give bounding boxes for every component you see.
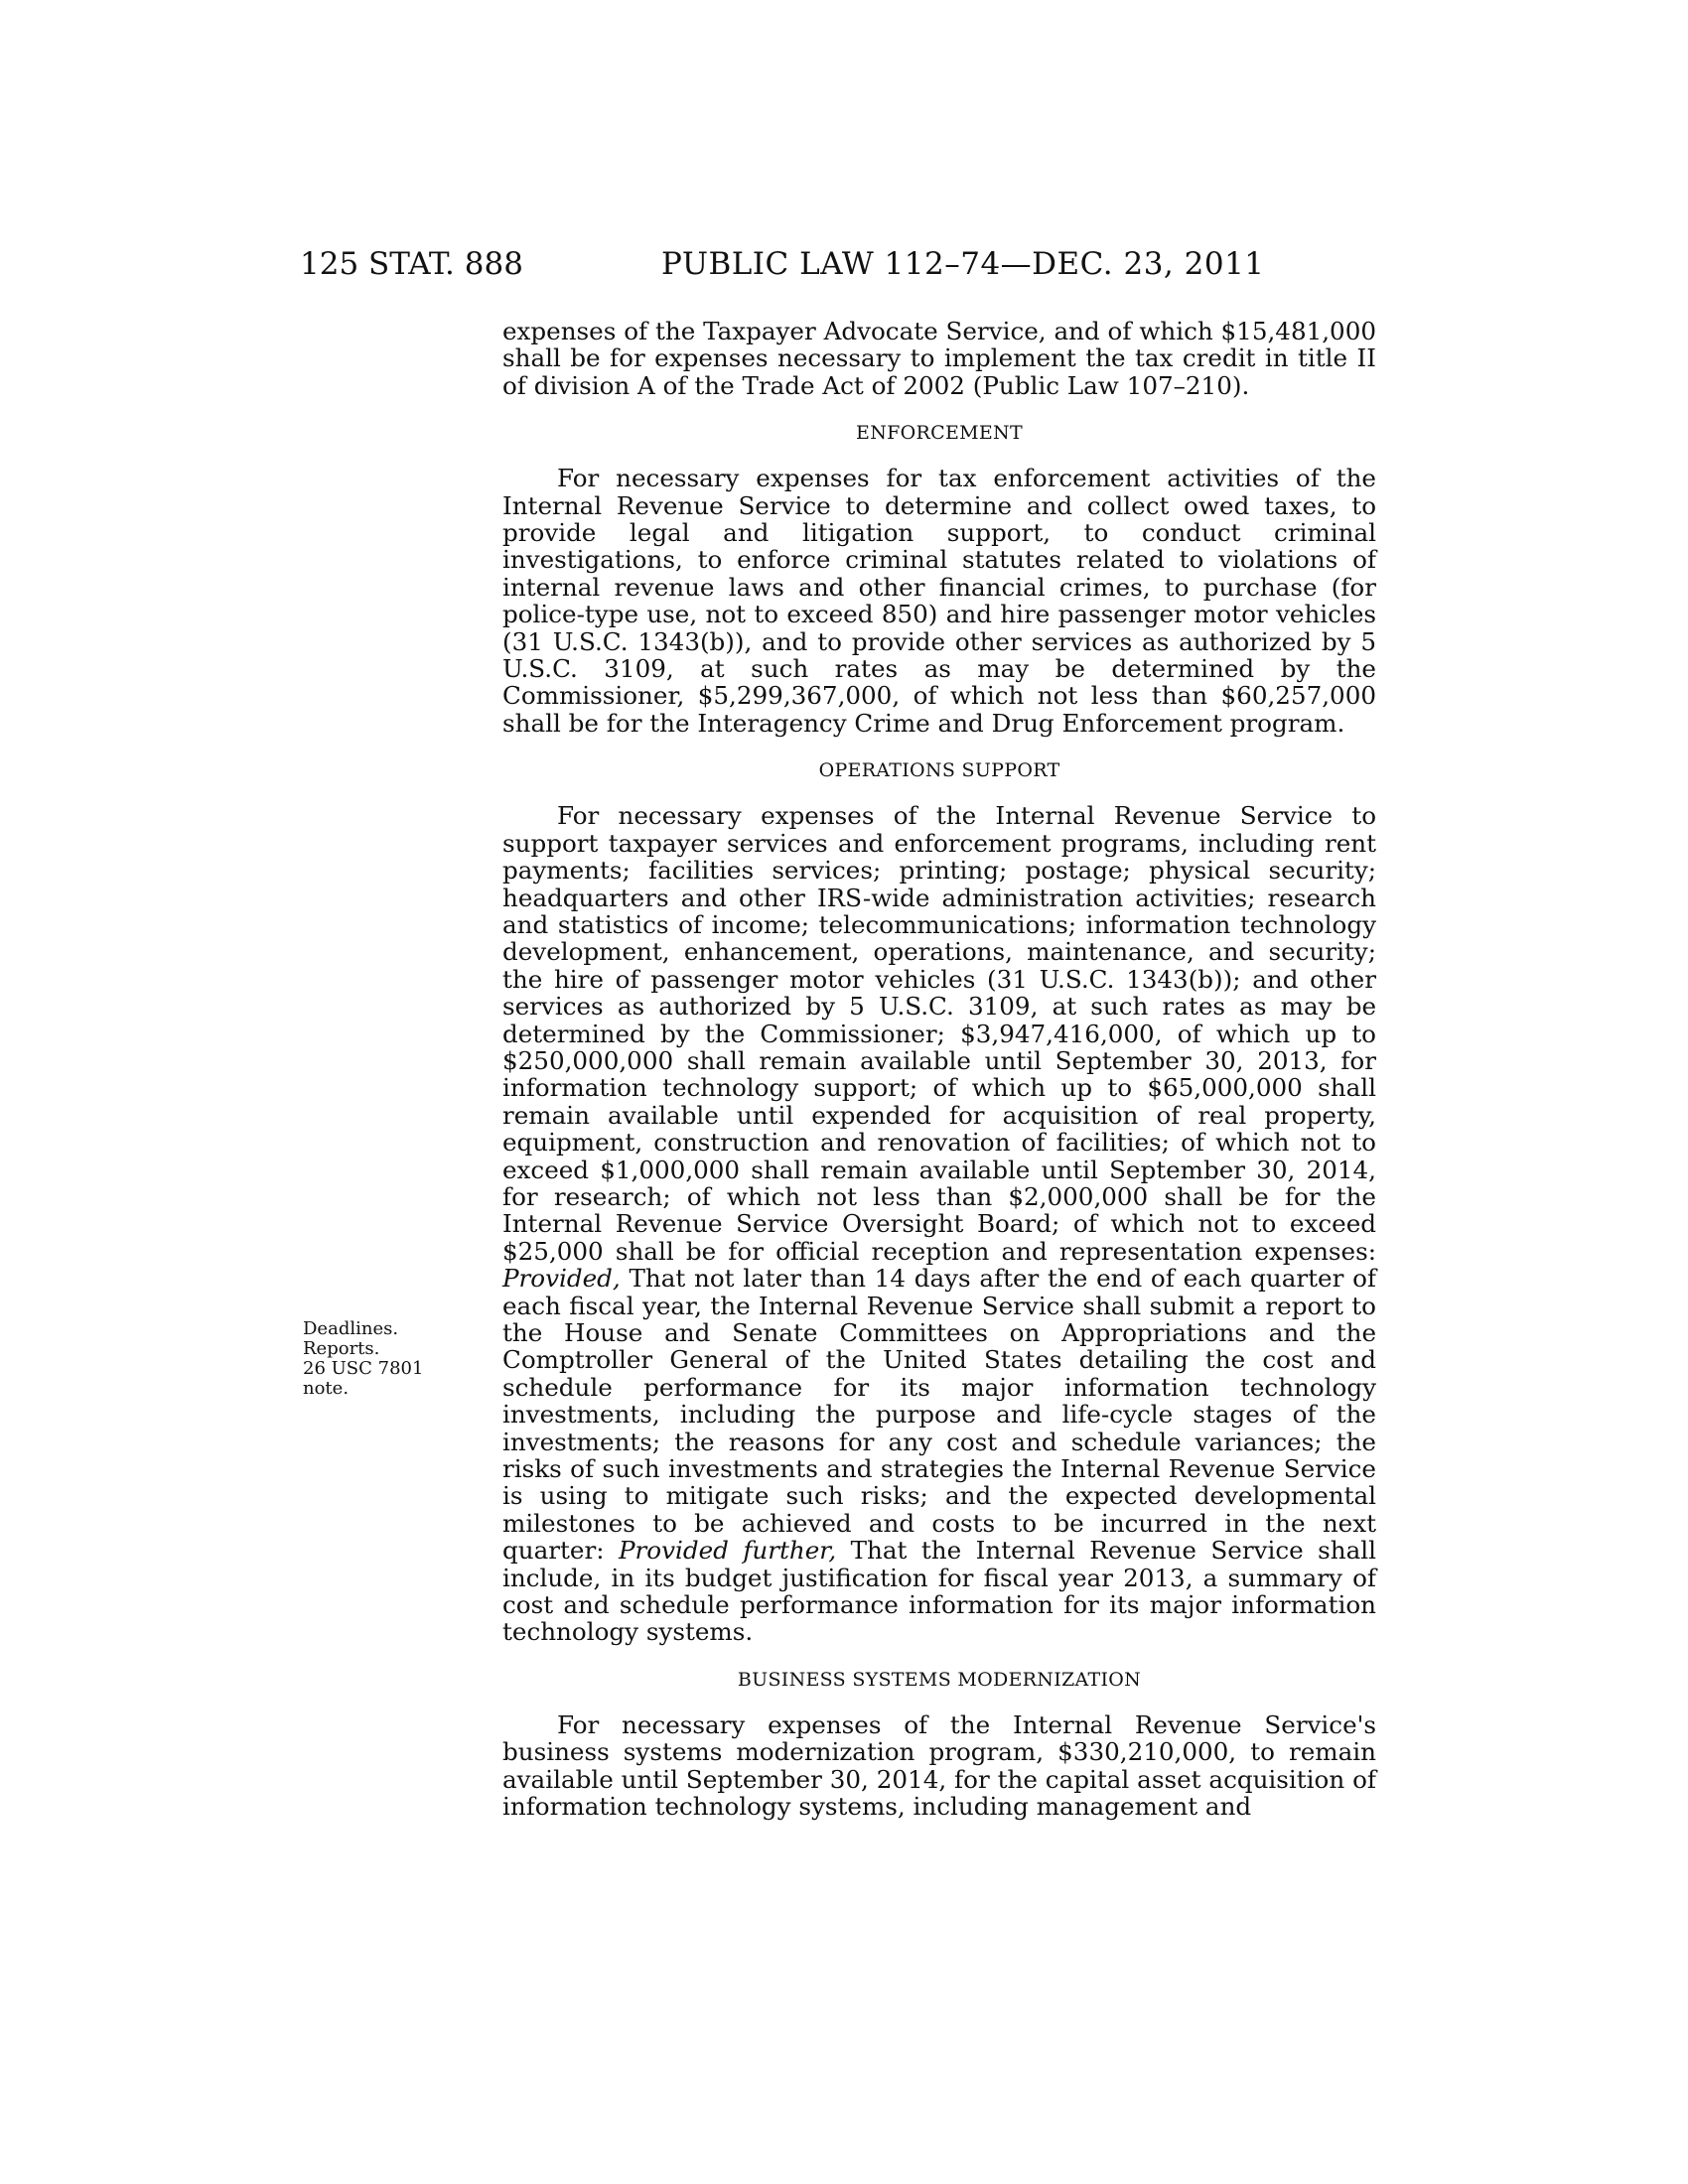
provided-further-italic: Provided further, xyxy=(618,1536,837,1566)
provided-italic: Provided, xyxy=(502,1264,621,1294)
margin-note-line: note. xyxy=(303,1378,350,1399)
margin-note xyxy=(303,1319,452,1399)
operations-text-part1: For necessary expenses of the Internal Revenue Service to support taxpayer services and enforcement programs, including rent payments; facilities services; printing; postage; physical security; headquarters and other IRS-wide administration activities; research and statistics of income; telecommunications; information technology development, enhancement, operations, maintenance, and security; the hire of passenger motor vehicles (31 U.S.C. 1343(b)); and other services as authorized by 5 U.S.C. 3109, at such rates as may be determined by the Commissioner; $3,947,416,000, of which up to $250,000,000 shall remain available until September 30, 2013, for information technology support; of which up to $65,000,000 shall remain available until expended for acquisition of real property, equipment, construction and renovation of facilities; of which not to exceed $1,000,000 shall remain available until September 30, 2014, for research; of which not less than $2,000,000 shall be for the Internal Revenue Service Oversight Board; of which not to exceed $25,000 shall be for official reception and representation expenses: xyxy=(502,801,1376,1266)
margin-note-line: Reports. xyxy=(303,1338,380,1359)
business-systems-paragraph: For necessary expenses of the Internal Revenue Service's business systems modernization program, $330,210,000, to remain available until September 30, 2014, for the capital asset acquisition of information technology systems, including management and xyxy=(502,1709,1376,1822)
statute-page-number: 125 STAT. 888 xyxy=(300,246,523,282)
margin-note-line: 26 USC 7801 xyxy=(303,1358,424,1379)
section-heading-enforcement: ENFORCEMENT xyxy=(856,422,1023,445)
operations-support-paragraph xyxy=(502,802,1376,1646)
intro-paragraph: expenses of the Taxpayer Advocate Service, and of which $15,481,000 shall be for expenses necessary to implement the tax credit in title II of division A of the Trade Act of 2002 (Public Law 107–210). xyxy=(502,317,1376,400)
body-column xyxy=(502,318,1376,1821)
section-heading-operations-support: OPERATIONS SUPPORT xyxy=(818,759,1060,782)
operations-text-part2: That not later than 14 days after the end of each quarter of each fiscal year, the Internal Revenue Service shall submit a report to the House and Senate Committees on Appropriations and the Comptroller General of the United States detailing the cost and schedule performance for its major information technology investments, including the purpose and life-cycle stages of the investments; the reasons for any cost and schedule variances; the risks of such investments and strategies the Internal Revenue Service is using to mitigate such risks; and the expected developmental milestones to be achieved and costs to be incurred in the next quarter: xyxy=(502,1264,1376,1566)
page-header xyxy=(300,246,1374,296)
enforcement-paragraph: For necessary expenses for tax enforcement activities of the Internal Revenue Service to determine and collect owed taxes, to provide legal and litigation support, to conduct criminal investigations, to enforce criminal statutes related to violations of internal revenue laws and other financial crimes, to purchase (for police-type use, not to exceed 850) and hire passenger motor vehicles (31 U.S.C. 1343(b)), and to provide other services as authorized by 5 U.S.C. 3109, at such rates as may be determined by the Commissioner, $5,299,367,000, of which not less than $60,257,000 shall be for the Interagency Crime and Drug Enforcement program. xyxy=(502,464,1376,738)
operations-text-part3: That the Internal Revenue Service shall include, in its budget justification for fiscal year 2013, a summary of cost and schedule performance information for its major information technology systems. xyxy=(502,1536,1376,1647)
margin-note-line: Deadlines. xyxy=(303,1318,399,1339)
public-law-title: PUBLIC LAW 112–74—DEC. 23, 2011 xyxy=(661,246,1265,282)
section-heading-business-systems-modernization: BUSINESS SYSTEMS MODERNIZATION xyxy=(737,1668,1142,1691)
